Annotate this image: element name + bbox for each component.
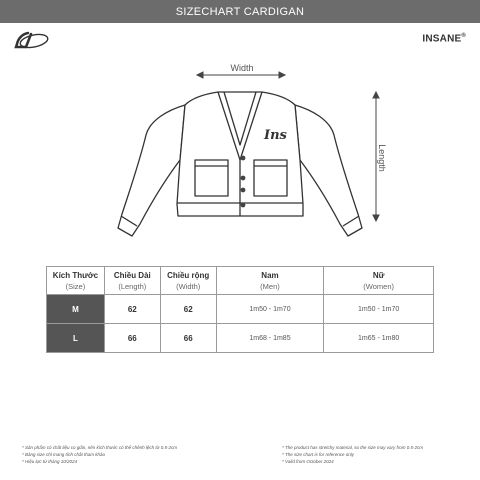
note-line: * Bảng size chỉ mang tính chất tham khảo <box>22 452 106 457</box>
page-title: SIZECHART CARDIGAN <box>175 5 305 18</box>
registered-mark: ® <box>461 33 466 39</box>
brand-text: INSANE <box>422 33 462 45</box>
cardigan-outline <box>118 92 362 236</box>
size-cell: L <box>47 324 105 353</box>
header-men: Nam (Men) <box>216 267 324 295</box>
length-cell: 62 <box>104 295 160 324</box>
men-cell: 1m50 - 1m70 <box>216 295 324 324</box>
width-cell: 62 <box>160 295 216 324</box>
note-line: * Sản phẩm có chất liệu co giãn, nên kích thước có thể chênh lệch từ 0.5-2cm <box>22 445 178 450</box>
table-header-row <box>47 267 434 295</box>
size-table <box>46 266 434 353</box>
header-women: Nữ (Women) <box>324 267 434 295</box>
note-line: * Valid from October 2024 <box>282 459 334 464</box>
note-line: * Hiệu lực từ tháng 10/2024 <box>22 459 77 464</box>
notes-vietnamese <box>22 444 177 465</box>
length-cell: 66 <box>104 324 160 353</box>
width-cell: 66 <box>160 324 216 353</box>
header-size: Kích Thước (Size) <box>47 267 105 295</box>
table-row <box>47 324 434 353</box>
width-label: Width <box>230 63 254 73</box>
embroidery-text: Ins <box>264 128 287 143</box>
women-cell: 1m65 - 1m80 <box>324 324 434 353</box>
note-line: * The size chart is for reference only <box>282 452 355 457</box>
header-length: Chiều Dài (Length) <box>104 267 160 295</box>
table-row <box>47 295 434 324</box>
size-cell: M <box>47 295 105 324</box>
men-cell: 1m68 - 1m85 <box>216 324 324 353</box>
length-label: Length <box>377 144 387 172</box>
note-line: * The product has stretchy material, so the size may vary from 0.5-2cm <box>282 445 424 450</box>
header-width: Chiều rộng (Width) <box>160 267 216 295</box>
notes-english <box>282 444 423 465</box>
women-cell: 1m50 - 1m70 <box>324 295 434 324</box>
